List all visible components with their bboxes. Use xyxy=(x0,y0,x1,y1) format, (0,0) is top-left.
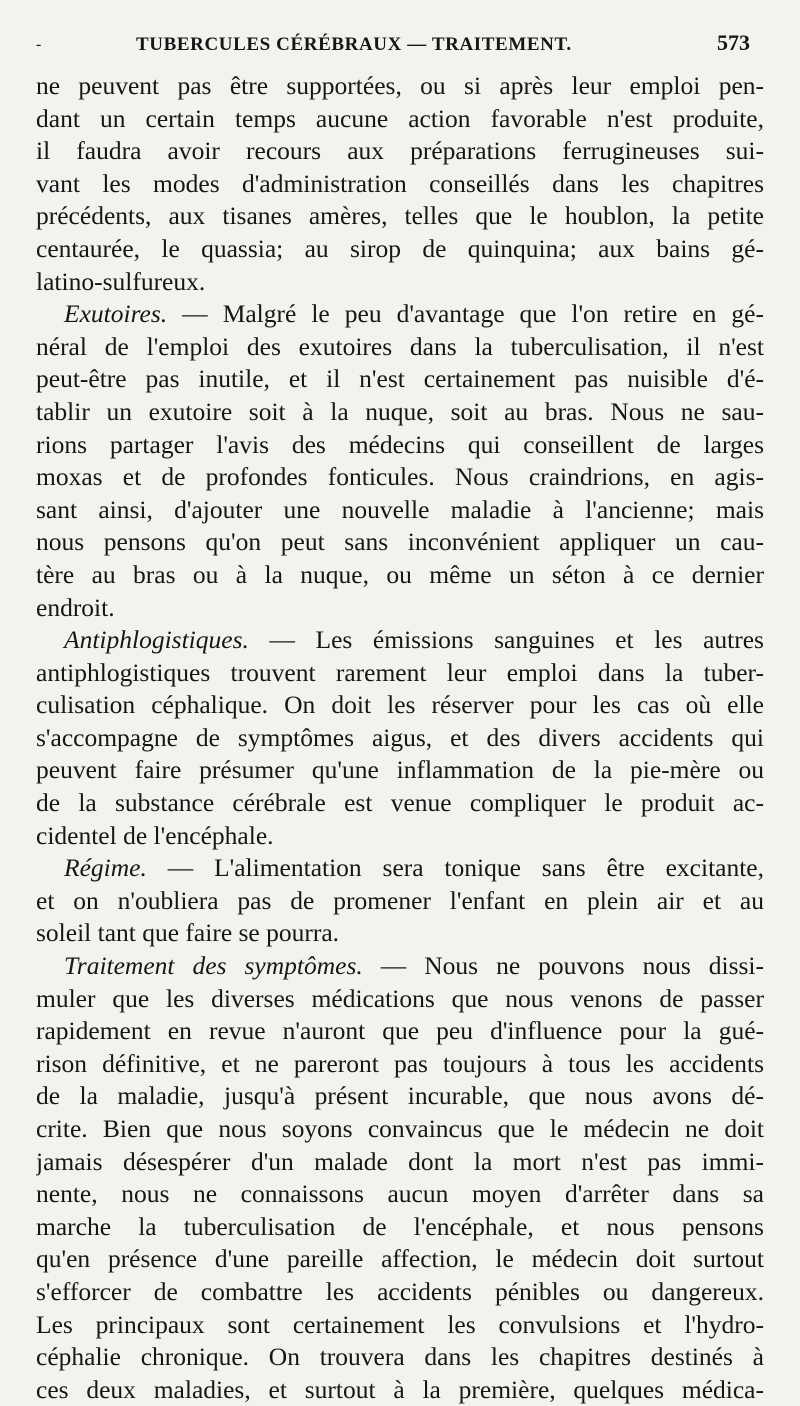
text-line xyxy=(36,1178,764,1211)
line-text: rions partager l'avis des médecins qui conseillent de larges xyxy=(36,429,764,459)
text-line xyxy=(36,168,764,201)
text-line xyxy=(36,917,764,950)
text-line xyxy=(36,1113,764,1146)
line-text: sant ainsi, d'ajouter une nouvelle maladie à l'ancienne; mais xyxy=(36,494,764,524)
text-line xyxy=(36,200,764,233)
line-text: — Les émissions sanguines et les autres xyxy=(248,625,764,655)
paragraph-lead: Exutoires. xyxy=(64,299,168,329)
line-text: nente, nous ne connaissons aucun moyen d'arrêter dans sa xyxy=(36,1179,764,1209)
text-line xyxy=(36,1080,764,1113)
text-line xyxy=(36,429,764,462)
paragraph-lead: Traitement des symptômes. xyxy=(64,951,363,981)
text-line xyxy=(36,331,764,364)
line-text: qu'en présence d'une pareille affection, le médecin doit surtout xyxy=(36,1244,764,1274)
line-text: s'efforcer de combattre les accidents pénibles ou dangereux. xyxy=(36,1276,764,1306)
text-line xyxy=(36,494,764,527)
line-text: antiphlogistiques trouvent rarement leur emploi dans la tuber- xyxy=(36,657,764,687)
line-text: de la maladie, jusqu'à présent incurable, que nous avons dé- xyxy=(36,1081,764,1111)
line-text: centaurée, le quassia; au sirop de quinquina; aux bains gé- xyxy=(36,233,764,263)
text-line xyxy=(36,396,764,429)
text-line xyxy=(36,526,764,559)
line-text: et on n'oubliera pas de promener l'enfant en plein air et au xyxy=(36,885,764,915)
body-text xyxy=(36,70,766,1406)
line-text: soleil tant que faire se pourra. xyxy=(36,918,340,948)
text-line xyxy=(36,1048,764,1081)
text-line xyxy=(36,1146,764,1179)
text-line xyxy=(36,363,764,396)
text-line xyxy=(36,820,764,853)
text-line xyxy=(36,70,764,103)
text-line xyxy=(36,1015,764,1048)
page-number: 573 xyxy=(717,30,750,55)
line-text: ne peuvent pas être supportées, ou si après leur emploi pen- xyxy=(36,71,764,100)
running-head xyxy=(36,30,766,64)
text-line xyxy=(36,1211,764,1244)
line-text: endroit. xyxy=(36,592,115,622)
line-text: tablir un exutoire soit à la nuque, soit au bras. Nous ne sau- xyxy=(36,396,764,426)
text-line xyxy=(36,298,764,331)
line-text: — Malgré le peu d'avantage que l'on retire en gé- xyxy=(167,299,764,329)
line-text: peuvent faire présumer qu'une inflammation de la pie-mère ou xyxy=(36,755,764,785)
line-text: latino-sulfureux. xyxy=(36,266,206,296)
line-text: précédents, aux tisanes amères, telles que le houblon, la petite xyxy=(36,201,764,231)
line-text: néral de l'emploi des exutoires dans la tuberculisation, il n'est xyxy=(36,331,764,361)
text-line xyxy=(36,559,764,592)
text-line xyxy=(36,461,764,494)
text-line xyxy=(36,592,764,625)
line-text: tère au bras ou à la nuque, ou même un séton à ce dernier xyxy=(36,559,764,589)
text-line xyxy=(36,1243,764,1276)
line-text: crite. Bien que nous soyons convaincus que le médecin ne doit xyxy=(36,1114,764,1143)
text-line xyxy=(36,233,764,266)
text-line xyxy=(36,624,764,657)
line-text: marche la tuberculisation de l'encéphale, et nous pensons xyxy=(36,1211,764,1241)
line-text: peut-être pas inutile, et il n'est certainement pas nuisible d'é- xyxy=(36,364,764,394)
text-line xyxy=(36,852,764,885)
text-line xyxy=(36,135,764,168)
line-text: jamais désespérer d'un malade dont la mort n'est pas immi- xyxy=(36,1146,764,1176)
line-text: muler que les diverses médications que nous venons de passer xyxy=(36,983,764,1013)
text-line xyxy=(36,787,764,820)
text-line xyxy=(36,689,764,722)
text-line xyxy=(36,950,764,983)
text-line xyxy=(36,1374,764,1406)
text-line xyxy=(36,1309,764,1342)
line-text: nous pensons qu'on peut sans inconvénient appliquer un cau- xyxy=(36,527,764,557)
text-line xyxy=(36,722,764,755)
text-line xyxy=(36,885,764,918)
line-text: s'accompagne de symptômes aigus, et des divers accidents qui xyxy=(36,722,764,752)
line-text: céphalie chronique. On trouvera dans les chapitres destinés à xyxy=(36,1342,764,1372)
line-text: il faudra avoir recours aux préparations ferrugineuses sui- xyxy=(36,136,764,166)
line-text: — Nous ne pouvons nous dissi- xyxy=(362,951,764,981)
text-line xyxy=(36,103,764,136)
line-text: vant les modes d'administration conseillés dans les chapitres xyxy=(36,168,764,198)
line-text: — L'alimentation sera tonique sans être excitante, xyxy=(146,853,764,883)
line-text: culisation céphalique. On doit les réserver pour les cas où elle xyxy=(36,690,764,720)
paragraph-lead: Antiphlogistiques. xyxy=(64,625,249,655)
line-text: de la substance cérébrale est venue compliquer le produit ac- xyxy=(36,788,764,818)
running-title: TUBERCULES CÉRÉBRAUX — TRAITEMENT. xyxy=(136,34,572,55)
line-text: Les principaux sont certainement les convulsions et l'hydro- xyxy=(36,1309,764,1339)
text-line xyxy=(36,657,764,690)
text-line xyxy=(36,983,764,1016)
line-text: ces deux maladies, et surtout à la première, quelques médica- xyxy=(36,1374,764,1404)
paragraph-lead: Régime. xyxy=(64,853,147,883)
text-line xyxy=(36,266,764,299)
text-line xyxy=(36,754,764,787)
text-line xyxy=(36,1341,764,1374)
line-text: moxas et de profondes fonticules. Nous craindrions, en agis- xyxy=(36,462,764,492)
line-text: rapidement en revue n'auront que peu d'influence pour la gué- xyxy=(36,1016,764,1046)
line-text: dant un certain temps aucune action favorable n'est produite, xyxy=(36,103,764,133)
line-text: rison définitive, et ne pareront pas toujours à tous les accidents xyxy=(36,1048,764,1078)
text-line xyxy=(36,1276,764,1309)
line-text: cidentel de l'encéphale. xyxy=(36,820,274,850)
header-mark: - xyxy=(36,36,42,53)
